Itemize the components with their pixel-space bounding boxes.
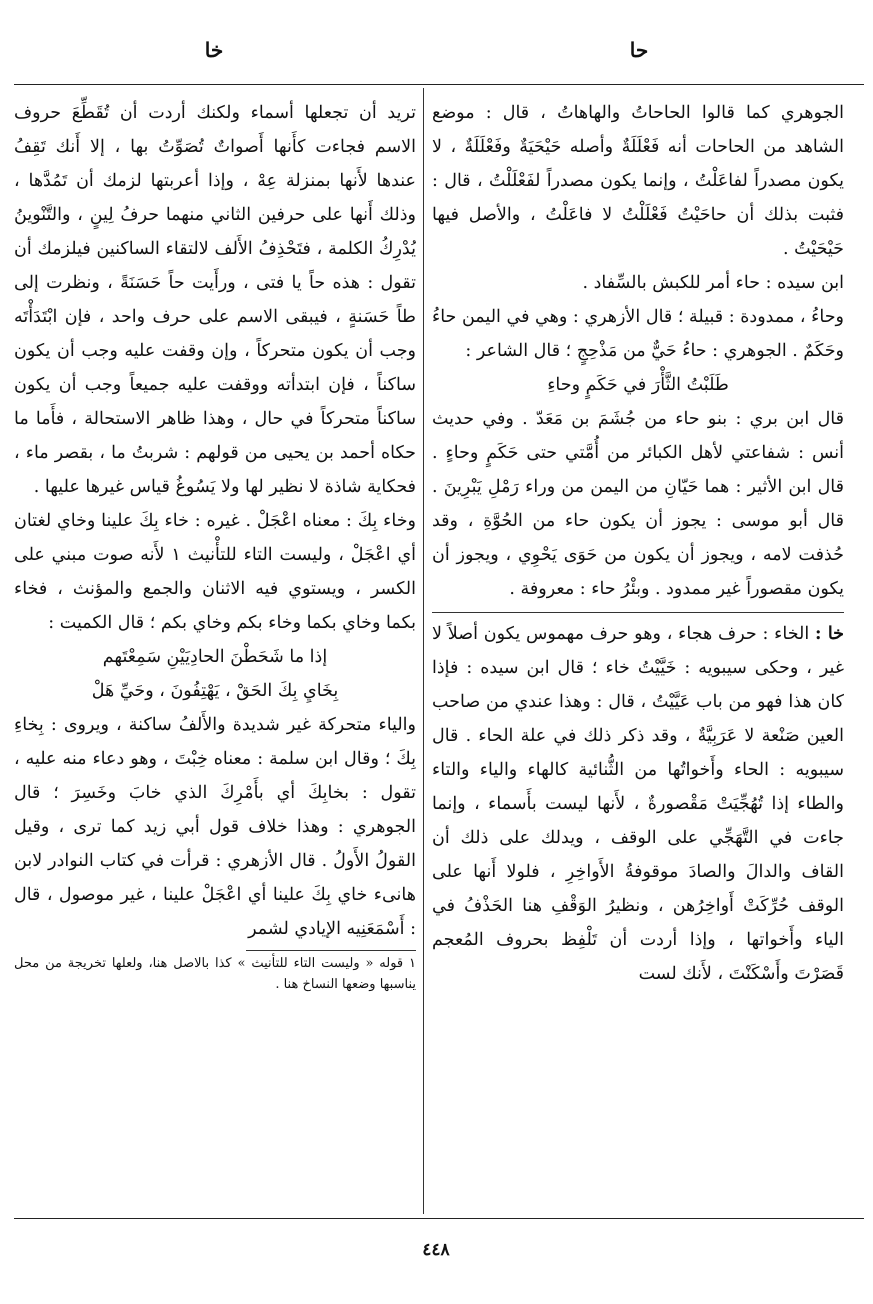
right-column	[432, 96, 844, 1206]
right-paragraph-2: ابن سيده : حاء أمر للكبش بالسِّفاد .	[582, 273, 844, 293]
left-verse-line-2: بِخَايِ بِكَ الحَقْ ، يَهْتِفُونَ ، وحَيِّ هَلْ	[91, 681, 339, 701]
column-divider	[423, 88, 424, 1214]
right-verse: طَلَبْتُ الثَّأْرَ في حَكَمٍ وحاءِ	[547, 375, 729, 395]
footnote: ١ قوله « وليست التاء للتأنيث » كذا بالاصل هنا، ولعلها تخريجة من محل يناسبها وضعها النساخ هنا .	[14, 956, 416, 992]
right-paragraph-5	[432, 617, 844, 991]
entry-headword: خا :	[815, 624, 844, 644]
entry-text: الخاء : حرف هجاء ، وهو حرف مهموس يكون أصلاً لا غير ، وحكى سيبويه : خَيَّيْتُ خاء ؛ قال ابن سيده : فإذا كان هذا فهو من باب عَيَّيْتُ ، قال : وهذا عندي من صاحب العين صَنْعة لا عَرَبِيَّةٌ ، وقد ذكر ذلك في علة الحاء . قال سيبويه : الحاء وأَخواتُها من الثُّنائية كالهاء والياء والتاء والطاء إذا تُهُجِّيَتْ مَقْصورةٌ ، لأَنها ليست بأَسماء ، وإنما جاءت في التَّهَجِّي على الوقف ، ويدلك على ذلك أن القاف والدالَ والصادَ موقوفةُ الأَواخِرِ ، فلولا أَنها على الوقف حُرِّكَتْ أَواخِرُهن ، ونظيرُ الوَقْفِ هنا الحَذْفُ في الياء وأَخواتها ، وإذا أردت أن تَلْفِظ بحروف المُعجم قَصَرْتَ وأَسْكَنْتَ ، لأَنك لست	[432, 624, 844, 984]
page-number: ٤٤٨	[422, 1240, 450, 1260]
left-column	[14, 96, 416, 1206]
header-word-right: حا	[629, 38, 649, 62]
left-paragraph-3: والياء متحركة غير شديدة والأَلفُ ساكنة ، ويروى : بِخاءِ بِكَ ؛ وقال ابن سلمة : معناه خِبْتَ ، وهو دعاء منه عليه ، تقول : بخابِكَ أي بأَمْرِكَ الذي خابَ وخَسِرَ ؛ قال الجوهري : وهذا خلاف قول أبي زيد كما ترى ، وقيل القولُ الأَولُ . قال الأزهري : قرأت في كتاب النوادر لابن هانىء خاي بِكَ علينا أي اعْجَلْ علينا ، غير موصول ، قال : أَسْمَعَنِيه الإيادي لشمر	[14, 715, 416, 939]
right-paragraph-3: وحاءُ ، ممدودة : قبيلة ؛ قال الأزهري : وهي في اليمن حاءُ وحَكَمٌ . الجوهري : حاءُ حَيٌّ من مَذْحِجٍ ؛ قال الشاعر :	[432, 307, 844, 361]
bottom-rule	[14, 1218, 864, 1219]
right-paragraph-4: قال ابن بري : بنو حاء من جُشَمَ بن مَعَدّ . وفي حديث أنس : شفاعتي لأهل الكبائر من أُمَّتي حتى حَكَمٍ وحاءٍ . قال ابن الأثير : هما حَيّانِ من اليمن من وراء رَمْلِ يَبْرِينَ . قال أبو موسى : يجوز أن يكون حاء من الحُوَّةِ ، وقد حُذفت لامه ، ويجوز أن يكون من حَوَى يَحْوِي ، ويجوز أن يكون مقصوراً غير ممدود . وبئْرُ حاء : معروفة .	[432, 409, 844, 599]
right-paragraph-1: الجوهري كما قالوا الحاحاتُ والهاهاتُ ، قال : موضع الشاهد من الحاحات أنه فَعْلَلَةٌ وأصله حَيْحَيَةٌ وفَعْلَلَةٌ ، لا يكون مصدراً لفاعَلْتُ ، وإنما يكون مصدراً لفَعْلَلْتُ ، قال : فثبت بذلك أن حاحَيْتُ فَعْلَلْتُ لا فاعَلْتُ ، والأصل فيها حَيْحَيْتُ .	[432, 103, 844, 259]
top-rule	[14, 84, 864, 85]
footnote-rule	[246, 950, 416, 951]
header-word-left: خا	[204, 38, 224, 62]
left-verse-line-1: إذا ما شَحَطْنَ الحادِيَيْنِ سَمِعْتَهم	[102, 647, 328, 667]
left-paragraph-2: وخاء بِكَ : معناه اعْجَلْ . غيره : خاء بِكَ علينا وخاي لغتان أي اعْجَلْ ، وليست التاء للتأْنيث ١ لأَنه صوت مبني على الكسر ، ويستوي فيه الاثنان والجمع والمؤنث ، فخاء بكما وخاي بكما وخاء بكم وخاي بكم ؛ قال الكميت :	[14, 511, 416, 633]
left-paragraph-1: تريد أن تجعلها أسماء ولكنك أردت أن تُقَطِّعَ حروف الاسم فجاءت كأَنها أَصواتٌ تُصَوِّتُ بها ، إلا أَنك تَقِفُ عندها لأَنها بمنزلة عِهْ ، وإذا أعربتها لزمك أن تَمُدَّها ، وذلك أَنها على حرفين الثاني منهما حرفُ لِينٍ ، والتَّنْوينُ يُدْرِكُ الكلمة ، فتَحْذِفُ الأَلف لالتقاء الساكنين فيلزمك أن تقول : هذه حاً يا فتى ، ورأَيت حاً حَسَنَةً ، ونظرت إلى طاً حَسَنةٍ ، فيبقى الاسم على حرف واحد ، فإن ابْتَدَأْتَه وجب أن يكون متحركاً ، وإن وقفت عليه وجب أن يكون ساكناً ، فإن ابتدأته ووقفت عليه جميعاً وجب أن يكون ساكناً متحركاً في حال ، وهذا ظاهر الاستحالة ، فأَما ما حكاه أحمد بن يحيى من قولهم : شربتُ ما ، بقصر ماء ، فحكاية شاذة لا نظير لها ولا يَسُوغُ قياس غيرها عليها .	[14, 103, 416, 497]
entry-separator	[432, 612, 844, 613]
